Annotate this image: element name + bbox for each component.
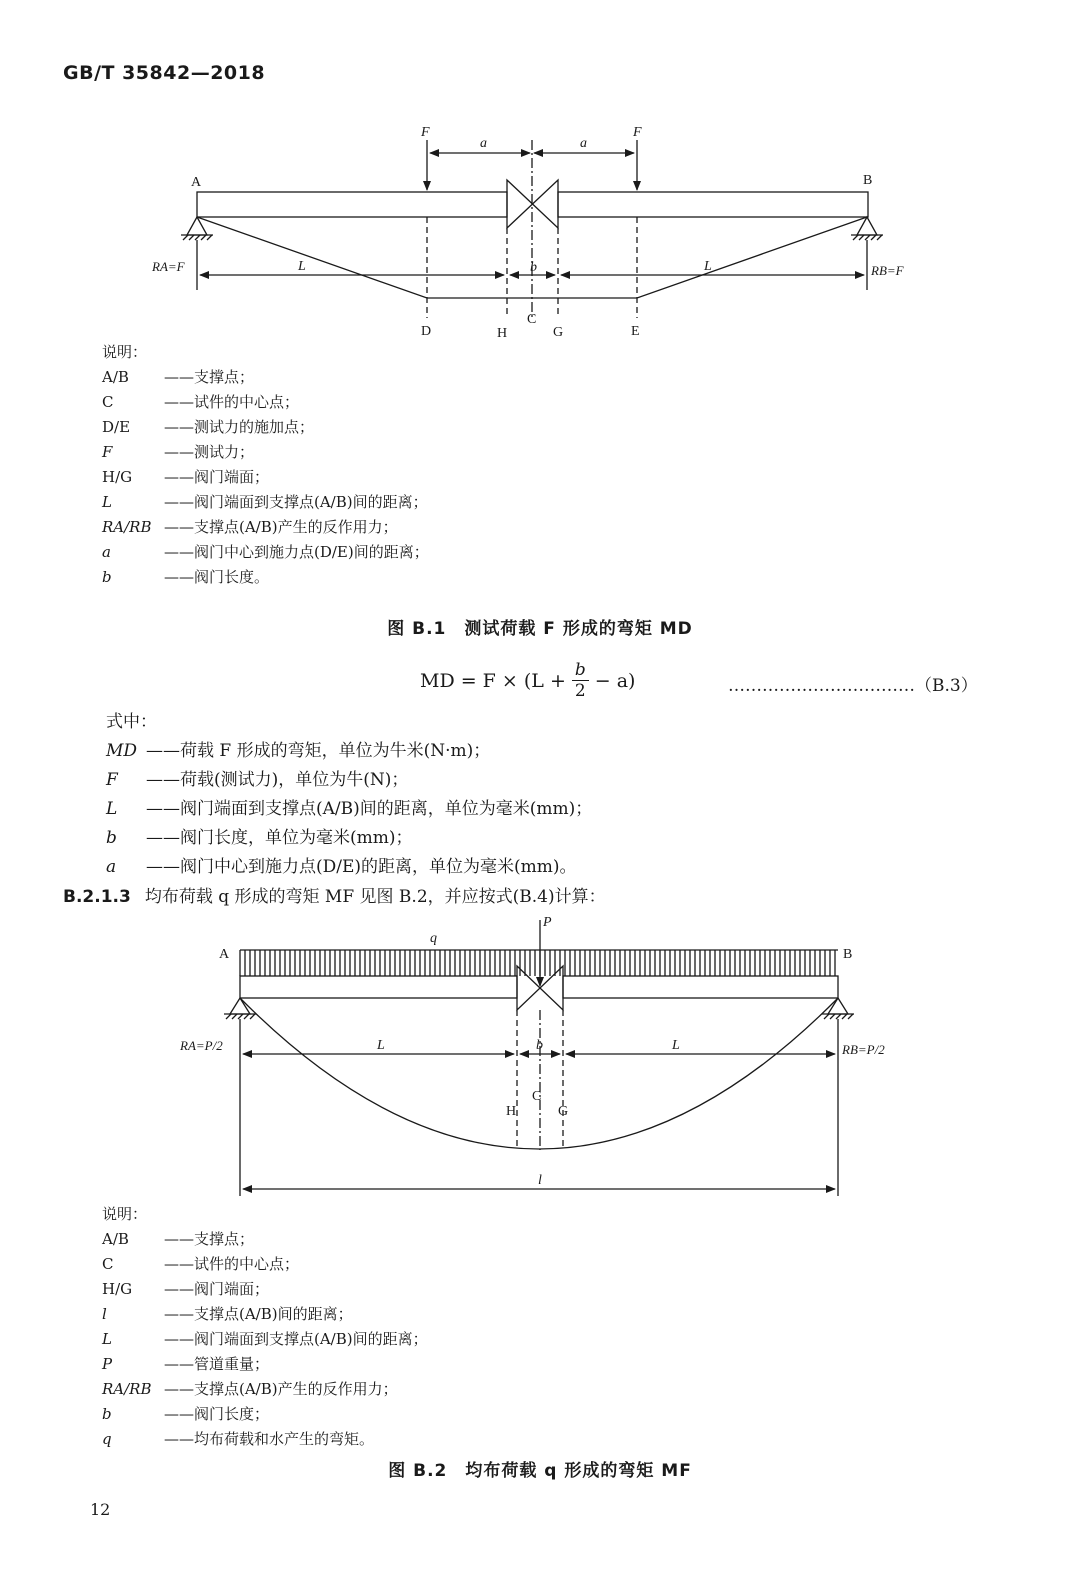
label2-c: C: [532, 1089, 542, 1104]
label-h: H: [497, 326, 508, 341]
legend-symbol: L: [102, 1330, 112, 1348]
label-l-right: L: [704, 259, 712, 274]
label-g: G: [553, 325, 564, 340]
where-symbol: a: [106, 857, 117, 877]
legend-symbol: H/G: [102, 1280, 133, 1298]
figure-b2-diagram: [0, 910, 1080, 1200]
legend-row: [102, 1252, 428, 1277]
clause-text: 均布荷载 q 形成的弯矩 MF 见图 B.2，并应按式(B.4)计算：: [144, 887, 606, 907]
standard-code: GB/T 35842—2018: [63, 62, 266, 84]
legend-symbol: a: [102, 543, 111, 561]
where-symbol: F: [106, 770, 118, 790]
legend-symbol: D/E: [102, 418, 131, 436]
legend-description: ——试件的中心点；: [164, 1255, 300, 1273]
legend-row: [102, 365, 429, 390]
label2-h: H: [506, 1104, 517, 1119]
legend-description: ——测试力；: [164, 443, 255, 461]
legend-description: ——阀门长度。: [164, 568, 270, 586]
where-row: [106, 853, 592, 882]
legend-b1: [102, 340, 429, 590]
figure-b2-caption: 图 B.2 均布荷载 q 形成的弯矩 MF: [388, 1461, 692, 1481]
legend-symbol: A/B: [102, 368, 129, 386]
legend-row: [102, 1277, 428, 1302]
legend-symbol: H/G: [102, 468, 133, 486]
label-c: C: [527, 312, 537, 327]
legend-row: [102, 540, 429, 565]
label2-a: A: [219, 947, 230, 962]
legend-symbol: C: [102, 393, 114, 411]
moment-curve-b2: [240, 998, 838, 1149]
legend-b2: [102, 1202, 428, 1452]
label2-b: B: [843, 947, 853, 962]
where-symbol: L: [106, 799, 118, 819]
where-title: 式中：: [106, 712, 157, 732]
legend-description: ——均布荷载和水产生的弯矩。: [164, 1430, 375, 1448]
legend-b1-title: 说明：: [102, 343, 148, 361]
legend-row: [102, 1327, 428, 1352]
label-d: D: [421, 324, 432, 339]
beam-right: [558, 192, 868, 217]
legend-description: ——管道重量；: [164, 1355, 270, 1373]
label-a-right: a: [580, 136, 587, 151]
where-symbol: b: [106, 828, 117, 848]
label-f-left: F: [421, 125, 430, 140]
label-a: A: [191, 175, 202, 190]
legend-description: ——试件的中心点；: [164, 393, 300, 411]
where-description: ——荷载 F 形成的弯矩，单位为牛米(N·m)；: [146, 741, 491, 761]
legend-row: [102, 390, 429, 415]
legend-row: [102, 1302, 428, 1327]
label2-g: G: [558, 1104, 569, 1119]
where-description: ——阀门长度，单位为毫米(mm)；: [146, 828, 413, 848]
formula-frac-num: b: [572, 660, 589, 681]
where-row: [106, 737, 592, 766]
where-row: [106, 795, 592, 824]
where-symbol: MD: [106, 741, 138, 761]
formula-frac-den: 2: [574, 681, 586, 701]
legend-row: [102, 1352, 428, 1377]
label2-l-left: L: [377, 1038, 385, 1053]
label-b-dim: b: [530, 260, 537, 275]
legend-row: [102, 415, 429, 440]
label-a-left: a: [480, 136, 487, 151]
label-rb: RB=F: [871, 263, 904, 278]
where-description: ——荷载(测试力)，单位为牛(N)；: [146, 770, 409, 790]
legend-symbol: l: [102, 1305, 107, 1323]
beam2-right: [563, 976, 838, 998]
legend-symbol: b: [102, 568, 112, 586]
label-l-left: L: [298, 259, 306, 274]
legend-symbol: b: [102, 1405, 112, 1423]
legend-description: ——支撑点；: [164, 1230, 255, 1248]
legend-description: ——支撑点(A/B)产生的反作用力；: [164, 518, 398, 536]
label2-ra: RA=P/2: [180, 1038, 223, 1053]
legend-symbol: RA/RB: [102, 518, 152, 536]
legend-row: [102, 465, 429, 490]
legend-row: [102, 1427, 428, 1452]
label-f-right: F: [633, 125, 642, 140]
legend-symbol: F: [102, 443, 113, 461]
legend-row: [102, 490, 429, 515]
legend-description: ——阀门中心到施力点(D/E)间的距离；: [164, 543, 429, 561]
legend-b2-title: 说明：: [102, 1205, 148, 1223]
distributed-load-hatch: [240, 950, 835, 976]
legend-row: [102, 565, 429, 590]
label2-q: q: [430, 931, 437, 946]
legend-symbol: RA/RB: [102, 1380, 152, 1398]
legend-row: [102, 515, 429, 540]
legend-symbol: A/B: [102, 1230, 129, 1248]
legend-description: ——支撑点；: [164, 368, 255, 386]
legend-symbol: L: [102, 493, 112, 511]
where-row: [106, 824, 592, 853]
beam2-left: [240, 976, 517, 998]
figure-b1-caption: 图 B.1 测试荷载 F 形成的弯矩 MD: [387, 619, 693, 639]
legend-row: [102, 1377, 428, 1402]
legend-row: [102, 1227, 428, 1252]
formula-left: MD = F × (L +: [420, 669, 566, 692]
label-b: B: [863, 173, 873, 188]
legend-symbol: C: [102, 1255, 114, 1273]
clause-b-2-1-3: [63, 882, 606, 907]
formula-right: − a): [594, 669, 636, 692]
figure-b1-diagram: [0, 110, 1080, 350]
label2-b-dim: b: [536, 1038, 543, 1053]
legend-symbol: q: [102, 1430, 112, 1448]
legend-description: ——阀门长度；: [164, 1405, 270, 1423]
legend-description: ——测试力的施加点；: [164, 418, 315, 436]
formula-b3: [420, 660, 635, 701]
legend-description: ——阀门端面；: [164, 1280, 270, 1298]
label2-rb: RB=P/2: [842, 1042, 885, 1057]
legend-description: ——阀门端面到支撑点(A/B)间的距离；: [164, 493, 428, 511]
where-description: ——阀门端面到支撑点(A/B)间的距离，单位为毫米(mm)；: [146, 799, 593, 819]
legend-description: ——阀门端面到支撑点(A/B)间的距离；: [164, 1330, 428, 1348]
page-number: 12: [90, 1500, 111, 1519]
label2-l-total: l: [538, 1173, 542, 1188]
legend-row: [102, 1402, 428, 1427]
clause-number: B.2.1.3: [63, 887, 131, 907]
where-row: [106, 766, 592, 795]
label-ra: RA=F: [152, 259, 185, 274]
where-block: [106, 708, 592, 882]
formula-ref: ……………………………（B.3）: [728, 676, 978, 696]
label2-p: P: [543, 915, 552, 930]
legend-description: ——阀门端面；: [164, 468, 270, 486]
legend-row: [102, 440, 429, 465]
beam-left: [197, 192, 507, 217]
where-description: ——阀门中心到施力点(D/E)的距离，单位为毫米(mm)。: [146, 857, 577, 877]
legend-description: ——支撑点(A/B)产生的反作用力；: [164, 1380, 398, 1398]
legend-symbol: P: [102, 1355, 113, 1373]
label2-l-right: L: [672, 1038, 680, 1053]
label-e: E: [631, 324, 640, 339]
legend-description: ——支撑点(A/B)间的距离；: [164, 1305, 353, 1323]
